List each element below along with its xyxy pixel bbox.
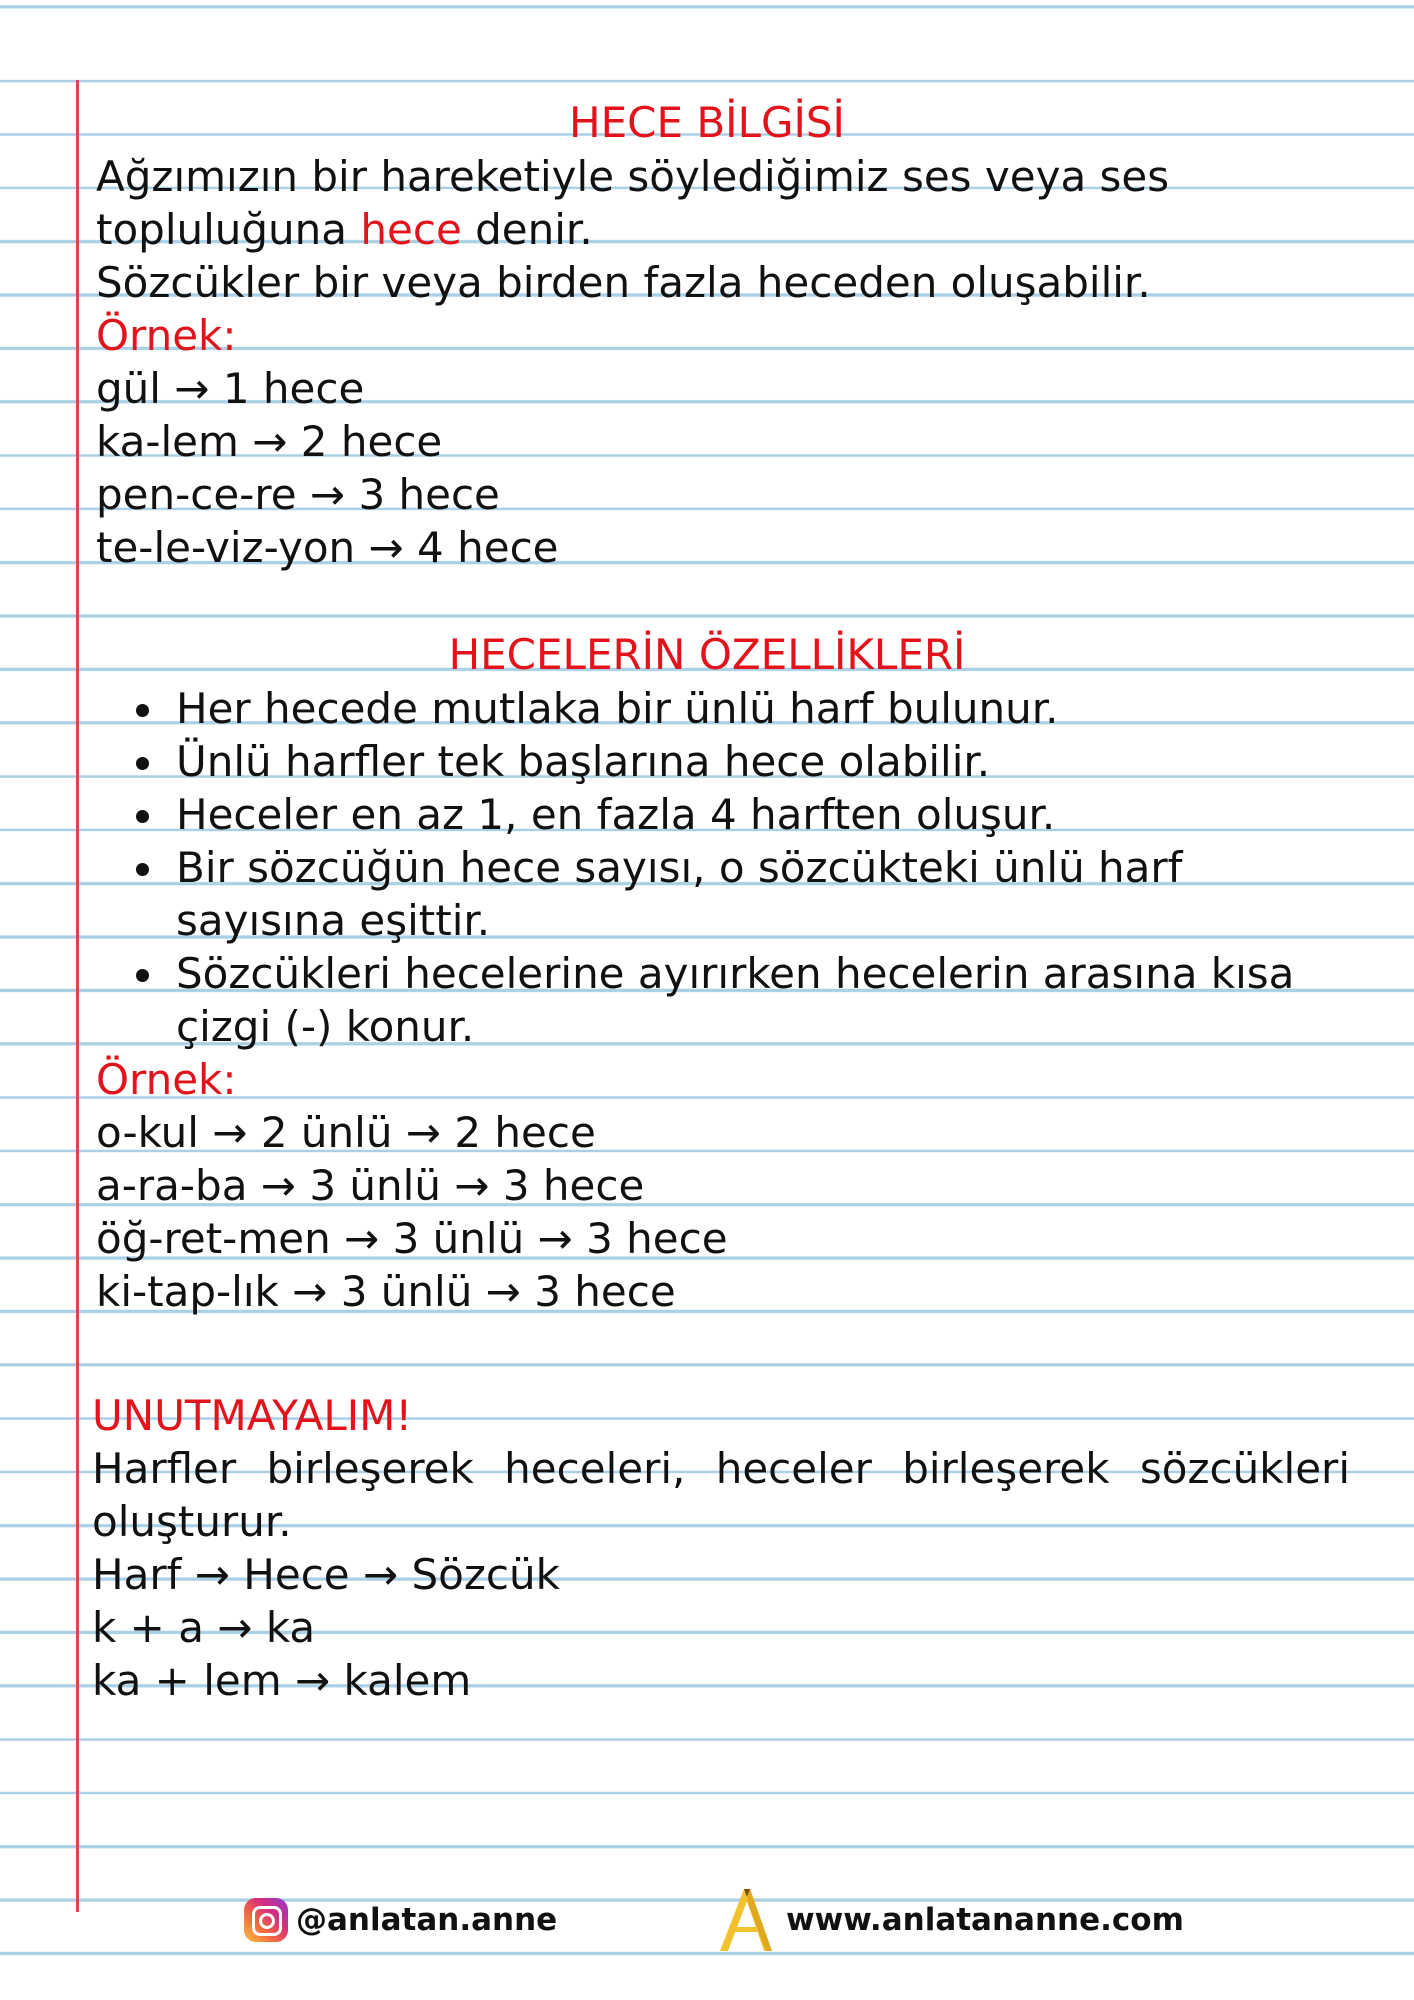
page-title: HECE BİLGİSİ — [569, 98, 845, 147]
website-link[interactable]: www.anlatananne.com — [786, 1902, 1184, 1938]
example-2-item: öğ-ret-men → 3 ünlü → 3 hece — [96, 1214, 728, 1263]
property-item: Her hecede mutlaka bir ünlü harf bulunur. — [176, 684, 1059, 733]
footer-instagram[interactable] — [244, 1890, 557, 1950]
example-1-item: te-le-viz-yon → 4 hece — [96, 523, 559, 572]
reminder-line-4: k + a → ka — [92, 1603, 316, 1652]
reminder-line-2: oluşturur. — [92, 1497, 292, 1546]
bullet-icon — [136, 969, 149, 982]
example-label-2: Örnek: — [96, 1055, 237, 1104]
example-1-item: pen-ce-re → 3 hece — [96, 470, 500, 519]
example-2-item: ki-tap-lık → 3 ünlü → 3 hece — [96, 1267, 676, 1316]
instagram-icon — [244, 1898, 288, 1942]
reminder-line-5: ka + lem → kalem — [92, 1656, 472, 1705]
letter-a-logo-icon — [714, 1887, 774, 1953]
notebook-margin-line — [76, 80, 79, 1912]
hece-highlight: hece — [360, 205, 462, 254]
example-2-item: a-ra-ba → 3 ünlü → 3 hece — [96, 1161, 645, 1210]
property-item: Heceler en az 1, en fazla 4 harften oluşur. — [176, 790, 1056, 839]
property-item: Bir sözcüğün hece sayısı, o sözcükteki ünlü harf — [176, 843, 1183, 892]
property-item: Sözcükleri hecelerine ayırırken hecelerin arasına kısa — [176, 949, 1295, 998]
instagram-handle[interactable]: @anlatan.anne — [296, 1902, 558, 1938]
intro-line-3: Sözcükler bir veya birden fazla heceden oluşabilir. — [96, 258, 1151, 307]
property-item-continuation: çizgi (-) konur. — [176, 1002, 475, 1051]
bullet-icon — [136, 757, 149, 770]
bullet-icon — [136, 810, 149, 823]
intro-line-2-end: denir. — [461, 205, 593, 254]
reminder-line-1: Harfler birleşerek heceleri, heceler birleşerek sözcükleri — [92, 1444, 1350, 1493]
example-2-item: o-kul → 2 ünlü → 2 hece — [96, 1108, 596, 1157]
intro-line-2 — [96, 203, 593, 256]
property-item: Ünlü harfler tek başlarına hece olabilir. — [176, 737, 991, 786]
bullet-icon — [136, 863, 149, 876]
intro-line-1: Ağzımızın bir hareketiyle söylediğimiz ses veya ses — [96, 152, 1170, 201]
reminder-line-3: Harf → Hece → Sözcük — [92, 1550, 560, 1599]
example-label-1: Örnek: — [96, 311, 237, 360]
reminder-title: UNUTMAYALIM! — [92, 1391, 413, 1440]
footer-website[interactable] — [714, 1884, 1184, 1956]
property-item-continuation: sayısına eşittir. — [176, 896, 491, 945]
properties-title: HECELERİN ÖZELLİKLERİ — [448, 630, 966, 679]
example-1-item: gül → 1 hece — [96, 364, 365, 413]
example-1-item: ka-lem → 2 hece — [96, 417, 443, 466]
bullet-icon — [136, 704, 149, 717]
intro-line-2-start: topluluğuna — [96, 205, 361, 254]
